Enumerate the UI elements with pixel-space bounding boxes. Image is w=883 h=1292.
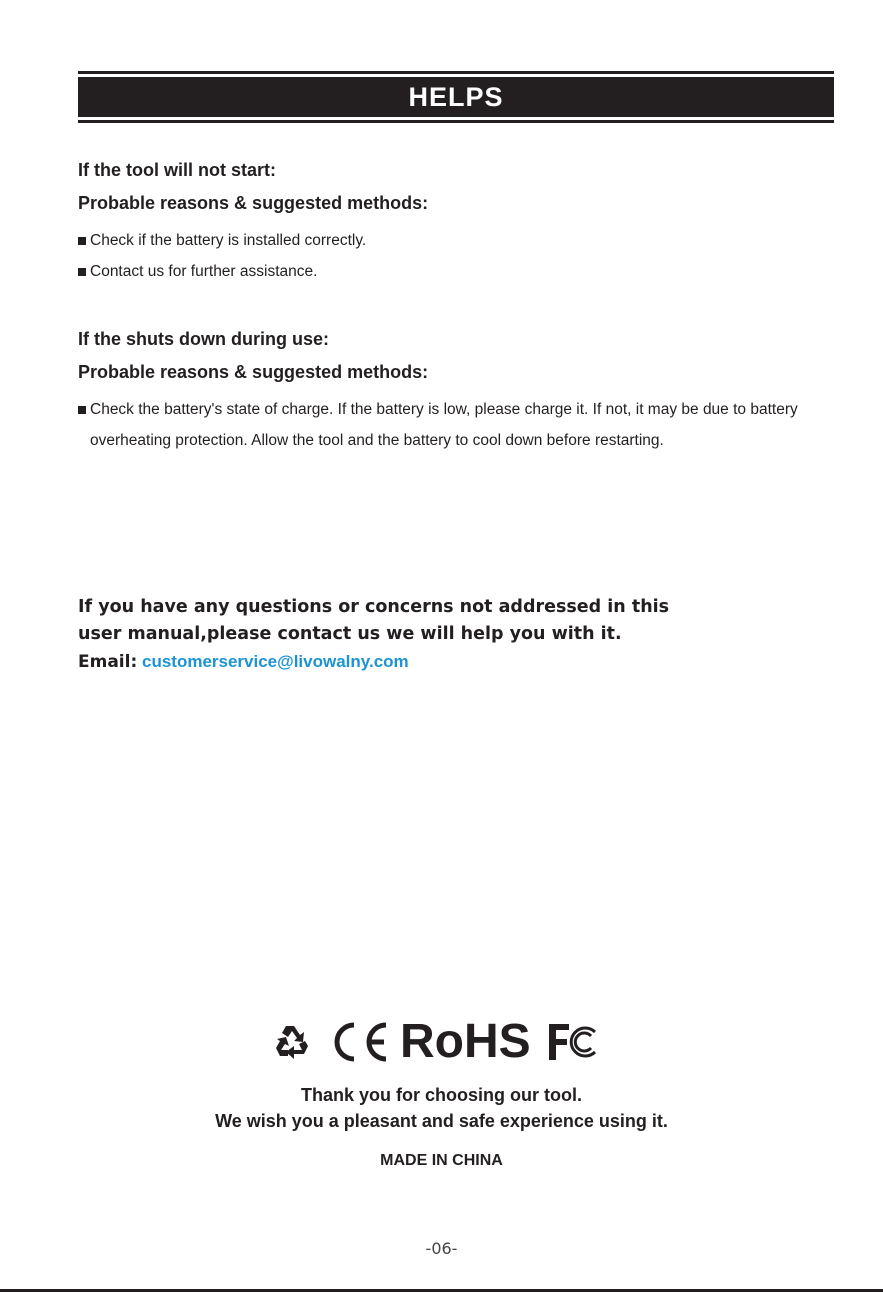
list-item xyxy=(78,225,838,256)
thank-you-block xyxy=(0,1082,883,1134)
contact-line: If you have any questions or concerns not addressed in this xyxy=(78,597,670,617)
section-heading: If the shuts down during use: xyxy=(78,329,329,349)
page-number: -06- xyxy=(425,1239,458,1258)
email-link[interactable]: customerservice@livowalny.com xyxy=(142,652,409,671)
header-bar xyxy=(78,77,834,117)
recycle-icon xyxy=(270,1020,314,1064)
list-item-text: Check if the battery is installed correctly. xyxy=(90,232,367,249)
rohs-mark: RoHS xyxy=(400,1015,531,1068)
list-item-text: Check the battery's state of charge. If the battery is low, please charge it. If not, it may be due to battery overheating protection. Allow the tool and the battery to cool down before restarting. xyxy=(90,401,798,449)
contact-block xyxy=(78,594,838,676)
thank-you-line: Thank you for choosing our tool. xyxy=(301,1085,582,1105)
list-item-text: Contact us for further assistance. xyxy=(90,263,318,280)
email-label: Email: xyxy=(78,652,138,672)
fcc-mark-icon xyxy=(545,1020,601,1064)
ce-mark-icon xyxy=(326,1020,392,1064)
square-bullet-icon xyxy=(78,237,86,245)
thank-you-line: We wish you a pleasant and safe experience using it. xyxy=(215,1111,668,1131)
square-bullet-icon xyxy=(78,268,86,276)
section-header xyxy=(78,71,834,123)
certification-marks xyxy=(270,1014,610,1070)
list-item xyxy=(78,256,838,287)
header-rule-bottom xyxy=(78,120,834,123)
made-in-label: MADE IN CHINA xyxy=(380,1152,503,1169)
contact-line: user manual,please contact us we will help you with it. xyxy=(78,624,622,644)
square-bullet-icon xyxy=(78,406,86,414)
help-section-start xyxy=(78,154,838,287)
help-section-shutdown xyxy=(78,323,838,456)
header-rule-top xyxy=(78,71,834,74)
page-title: HELPS xyxy=(408,81,504,112)
list-item xyxy=(78,394,846,456)
section-heading: If the tool will not start: xyxy=(78,160,276,180)
email-line xyxy=(78,648,838,676)
section-subheading: Probable reasons & suggested methods: xyxy=(78,193,429,213)
section-subheading: Probable reasons & suggested methods: xyxy=(78,362,429,382)
